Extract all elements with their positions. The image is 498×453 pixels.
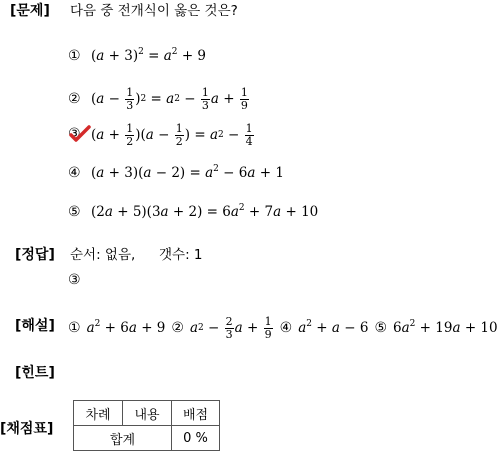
choice-3[interactable] bbox=[68, 120, 255, 150]
choice-5[interactable] bbox=[68, 197, 318, 227]
scoring-label: [채점표] bbox=[0, 421, 54, 437]
answer-label: [정답] bbox=[15, 247, 55, 263]
choice-1-mark: ① bbox=[68, 48, 81, 64]
answer-order: 순서: 없음, bbox=[70, 247, 136, 263]
choice-2-mark: ② bbox=[68, 91, 81, 107]
explanation-expr-5: $6a^2 + 19a + 10$ bbox=[393, 319, 498, 336]
choice-5-mark: ⑤ bbox=[68, 204, 81, 220]
score-header-points: 배점 bbox=[172, 401, 220, 426]
explanation-mark-4: ④ bbox=[279, 320, 293, 336]
answer-count: 갯수: 1 bbox=[159, 247, 203, 263]
choice-3-number: ③ bbox=[68, 126, 81, 142]
choice-4-mark: ④ bbox=[68, 165, 81, 181]
choice-2[interactable] bbox=[68, 84, 250, 114]
explanation-label: [해설] bbox=[15, 318, 55, 334]
choice-4-expression: $(a + 3)(a - 2) = a^2 - 6a + 1$ bbox=[91, 164, 284, 181]
score-header-order: 차례 bbox=[74, 401, 123, 426]
choice-5-expression: $(2a + 5)(3a + 2) = 6a^2 + 7a + 10$ bbox=[91, 203, 319, 220]
score-total-label: 합계 bbox=[74, 426, 172, 451]
choice-3-mark bbox=[68, 126, 86, 144]
choice-3-expression: ( a + $\frac{1}{2}$ )( a − $\frac{1}{2}$ ) = a 2 − $\frac{1}{4}$ bbox=[91, 121, 253, 148]
question-label: [문제] bbox=[10, 3, 50, 19]
explanation-mark-2: ② bbox=[171, 320, 184, 336]
score-table bbox=[73, 400, 220, 451]
explanation-expr-2: a 2 − $\frac{2}{3}$ a + $\frac{1}{9}$ bbox=[189, 314, 272, 341]
explanation-expr-4: $a^2 + a - 6$ bbox=[298, 319, 369, 336]
question-text: 다음 중 전개식이 옳은 것은? bbox=[70, 3, 238, 19]
choice-1[interactable] bbox=[68, 41, 206, 71]
score-total-value: 0 % bbox=[172, 426, 220, 451]
choice-1-expression: $(a + 3)^2 = a^2 + 9$ bbox=[91, 47, 207, 64]
hint-label: [힌트] bbox=[15, 365, 55, 381]
explanation-expr-1: $a^2 + 6a + 9$ bbox=[86, 319, 166, 336]
score-header-content: 내용 bbox=[123, 401, 172, 426]
checkmark-icon bbox=[69, 125, 91, 143]
explanation-mark-5: ⑤ bbox=[374, 320, 387, 336]
choice-2-expression: ( a − $\frac{1}{3}$ ) 2 = a 2 − $\frac{1}{3}$ a + $\frac{1}{9}$ bbox=[91, 85, 248, 112]
choice-4[interactable] bbox=[68, 158, 284, 188]
answer-value: ③ bbox=[68, 272, 81, 288]
explanation-line bbox=[68, 311, 498, 345]
explanation-mark-1: ① bbox=[68, 320, 81, 336]
